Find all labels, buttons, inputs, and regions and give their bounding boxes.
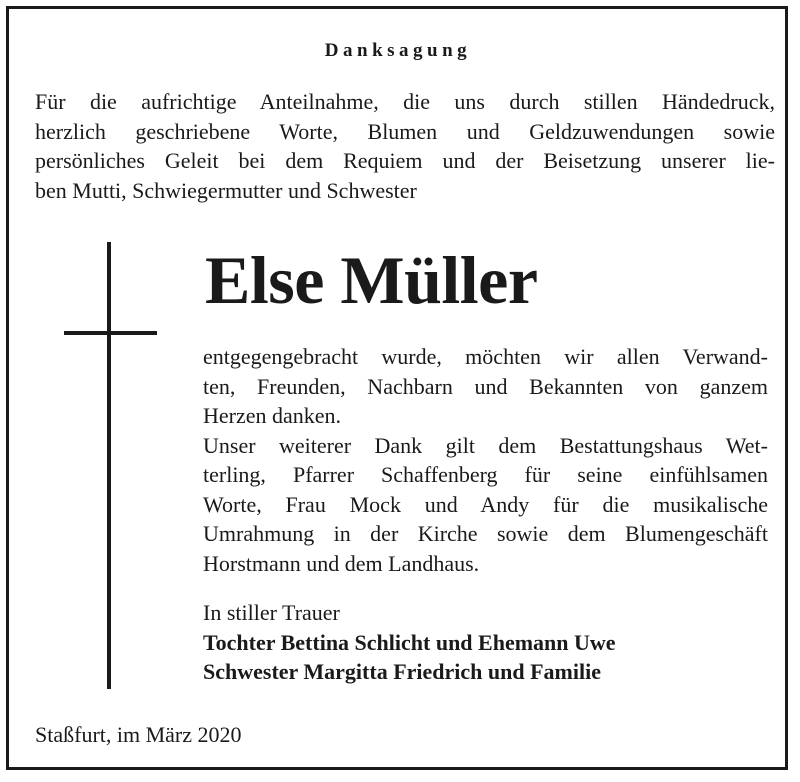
- body-line: Umrahmung in der Kirche sowie dem Blumengeschäft: [203, 521, 768, 546]
- intro-line: ben Mutti, Schwiegermutter und Schwester: [35, 177, 417, 203]
- intro-line: herzlich geschriebene Worte, Blumen und Geldzuwendungen sowie: [35, 118, 775, 144]
- thanks-paragraph: [203, 342, 768, 578]
- deceased-name: Else Müller: [205, 242, 538, 318]
- body-line: entgegengebracht wurde, möchten wir allen Verwand-: [203, 344, 768, 369]
- body-line: Worte, Frau Mock und Andy für die musikalische: [203, 491, 768, 517]
- body-line: Unser weiterer Dank gilt dem Bestattungshaus Wet-: [203, 432, 768, 458]
- signature-intro: In stiller Trauer: [203, 600, 340, 625]
- cross-vertical-bar: [107, 242, 111, 689]
- body-line: ten, Freunden, Nachbarn und Bekannten von ganzem: [203, 373, 768, 399]
- body-line: Horstmann und dem Landhaus.: [203, 550, 480, 576]
- intro-line: persönliches Geleit bei dem Requiem und der Beisetzung unserer lie-: [35, 148, 775, 173]
- mourner-line: Tochter Bettina Schlicht und Ehemann Uwe: [203, 629, 616, 655]
- intro-line: Für die aufrichtige Anteilnahme, die uns durch stillen Händedruck,: [35, 89, 775, 114]
- cross-horizontal-bar: [64, 331, 157, 335]
- signature-block: [203, 598, 768, 687]
- notice-heading: Danksagung: [324, 40, 472, 61]
- mourner-line: Schwester Margitta Friedrich und Familie: [203, 659, 601, 684]
- place-date: Staßfurt, im März 2020: [35, 722, 242, 747]
- intro-paragraph: [35, 87, 775, 205]
- obituary-notice: [6, 6, 788, 770]
- body-line: terling, Pfarrer Schaffenberg für seine einfühlsamen: [203, 462, 768, 487]
- body-line: Herzen danken.: [203, 403, 342, 428]
